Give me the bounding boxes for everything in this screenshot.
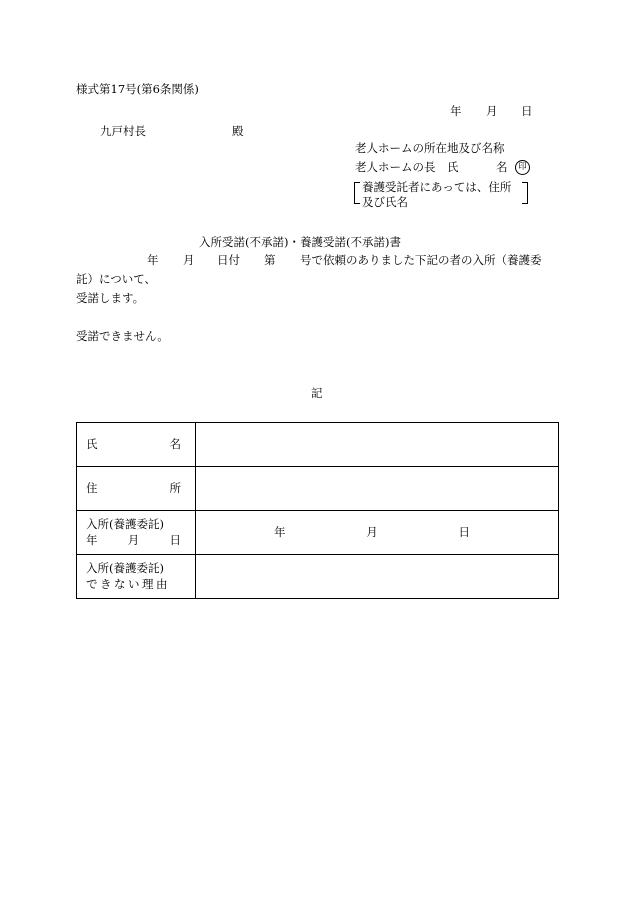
table-row: [77, 555, 559, 599]
body-month: 月: [183, 253, 195, 267]
table-row: [77, 467, 559, 511]
body-line-2: 託）について、: [76, 272, 157, 286]
body-year: 年: [147, 253, 159, 267]
document-title: 入所受諾(不承諾)・養護受諾(不承諾)書: [199, 235, 401, 249]
sender-note-1: 養護受託者にあっては、住所: [362, 180, 512, 194]
value-cell-admission-date: 年 月 日: [196, 511, 559, 555]
ki-heading: 記: [311, 386, 323, 400]
note-bracket-right: [522, 182, 528, 204]
sender-shi: 氏: [447, 160, 459, 174]
sender-note-2: 及び氏名: [362, 195, 408, 209]
form-number: 様式第17号(第6条関係): [76, 82, 199, 96]
sender-address-name: 老人ホームの所在地及び名称: [355, 141, 505, 155]
date-year: 年: [450, 104, 462, 118]
sender-head-label: 老人ホームの長: [355, 160, 436, 174]
label-cell-address: 住 所: [77, 467, 196, 511]
body-request-text: 号で依頼のありました下記の者の入所（養護委: [300, 253, 542, 267]
body-date-label: 日付: [217, 253, 240, 267]
label-cell-admission-date: 入所(養護委託) 年 月 日: [77, 511, 196, 555]
table-row: [77, 511, 559, 555]
note-bracket-left: [354, 182, 360, 204]
sender-mei: 名: [496, 160, 508, 174]
table-row: [77, 423, 559, 467]
reject-statement: 受諾できません。: [76, 329, 169, 343]
addressee-title: 九戸村長: [100, 124, 146, 138]
value-cell-name: [196, 423, 559, 467]
label-cell-name: 氏 名: [77, 423, 196, 467]
addressee-honorific: 殿: [232, 124, 244, 138]
body-dai: 第: [264, 253, 276, 267]
label-cell-reason: 入所(養護委託) できない理由: [77, 555, 196, 599]
accept-statement: 受諾します。: [76, 291, 145, 305]
seal-icon: 印: [514, 160, 530, 175]
date-month: 月: [486, 104, 498, 118]
value-cell-address: [196, 467, 559, 511]
details-table: [76, 422, 559, 599]
date-day: 日: [521, 104, 533, 118]
value-cell-reason: [196, 555, 559, 599]
